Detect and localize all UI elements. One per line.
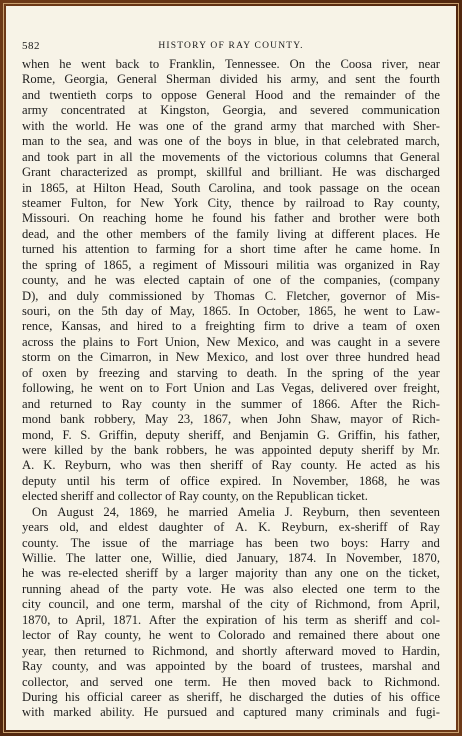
- text-line: A. K. Reyburn, who was then sheriff of Ray county. He acted as his: [22, 458, 440, 473]
- page-number: 582: [22, 40, 40, 52]
- text-line: of oxen by freezing and starving to death. In the spring of the year: [22, 365, 440, 380]
- text-line: During his official career as sheriff, he discharged the duties of his office: [22, 689, 440, 704]
- text-line: city council, and one term, marshal of the city of Richmond, from April,: [22, 597, 440, 612]
- text-line: year, then returned to Richmond, and shortly afterward moved to Hardin,: [22, 643, 440, 658]
- text-line: steamer Fulton, for New York City, thence by railroad to Ray county,: [22, 195, 440, 210]
- text-line: rence, Kansas, and hired to a freighting firm to drive a team of oxen: [22, 319, 440, 334]
- running-title: HISTORY OF RAY COUNTY.: [158, 41, 304, 51]
- text-line: Willie. The latter one, Willie, died January, 1874. In November, 1870,: [22, 551, 440, 565]
- text-line: with marked ability. He pursued and captured many criminals and fugi-: [22, 705, 440, 720]
- text-line: Missouri. On reaching home he found his father and brother were both: [22, 211, 440, 226]
- text-line: in 1865, at Hilton Head, South Carolina, and took passage on the ocean: [22, 180, 440, 195]
- text-line: running ahead of the party vote. He was also elected one term to the: [22, 581, 440, 596]
- text-line: army concentrated at Kingston, Georgia, and severed communication: [22, 103, 440, 118]
- text-line: he was re-elected sheriff by a larger majority than any one on the ticket,: [22, 566, 440, 581]
- text-line: were killed by the bank robbers, he was appointed deputy sheriff by Mr.: [22, 442, 440, 457]
- text-line: elected sheriff and collector of Ray county, on the Republican ticket.: [22, 489, 368, 504]
- text-line: mond, F. S. Griffin, deputy sheriff, and Benjamin G. Griffin, his father,: [22, 427, 440, 442]
- text-line: and took part in all the movements of the victorious columns that General: [22, 149, 440, 164]
- text-line: and twentieth corps to oppose General Hood and the remainder of the: [22, 87, 440, 102]
- text-line: when he went back to Franklin, Tennessee. On the Coosa river, near: [22, 57, 440, 71]
- text-line: Ray county, and was appointed by the board of trustees, marshal and: [22, 659, 440, 674]
- text-line: storm on the Cimarron, in New Mexico, and lost over three hundred head: [22, 350, 440, 365]
- page-header: [22, 40, 440, 54]
- text-line: county, and he was elected captain of one of the companies, (company: [22, 273, 440, 288]
- text-line: D), and duly commissioned by Thomas C. Fletcher, governor of Mis-: [22, 288, 440, 303]
- text-line: county. The issue of the marriage has been two boys: Harry and: [22, 535, 440, 550]
- text-line: and returned to Ray county in the summer of 1866. After the Rich-: [22, 396, 440, 411]
- book-page: [6, 6, 456, 730]
- text-line: souri, on the 5th day of May, 1865. In October, 1865, he went to Law-: [22, 304, 440, 318]
- text-line: across the plains to Fort Union, New Mexico, and was caught in a severe: [22, 334, 440, 349]
- text-line: man to the sea, and was one of the boys in blue, in that celebrated march,: [22, 134, 440, 149]
- text-line: mond bank robbery, May 23, 1867, when John Shaw, mayor of Rich-: [22, 412, 440, 427]
- text-line: with the world. He was one of the grand army that marched with Sher-: [22, 118, 440, 133]
- text-line: On August 24, 1869, he married Amelia J. Reyburn, then seventeen: [32, 504, 440, 519]
- text-line: turned his attention to farming for a short time after he came home. In: [22, 242, 440, 257]
- text-line: 1870, to April, 1871. After the expiration of his term as sheriff and col-: [22, 612, 440, 627]
- text-line: collector, and served one term. He then moved back to Richmond.: [22, 674, 440, 689]
- text-line: Grant characterized as prompt, skillful and brilliant. He was discharged: [22, 165, 440, 180]
- text-line: lector of Ray county, he went to Colorado and remained there about one: [22, 628, 440, 643]
- text-line: dead, and the other members of the family living at different places. He: [22, 226, 440, 241]
- text-line: Rome, Georgia, General Sherman divided his army, and sent the fourth: [22, 72, 440, 87]
- text-line: the spring of 1865, a regiment of Missouri militia was organized in Ray: [22, 257, 440, 272]
- text-line: years old, and eldest daughter of A. K. Reyburn, ex-sheriff of Ray: [22, 520, 440, 535]
- text-line: deputy until his term of office expired. In November, 1868, he was: [22, 473, 440, 488]
- text-line: following, he went on to Fort Union and Las Vegas, delivered over freight,: [22, 381, 440, 396]
- body-text: [22, 57, 440, 721]
